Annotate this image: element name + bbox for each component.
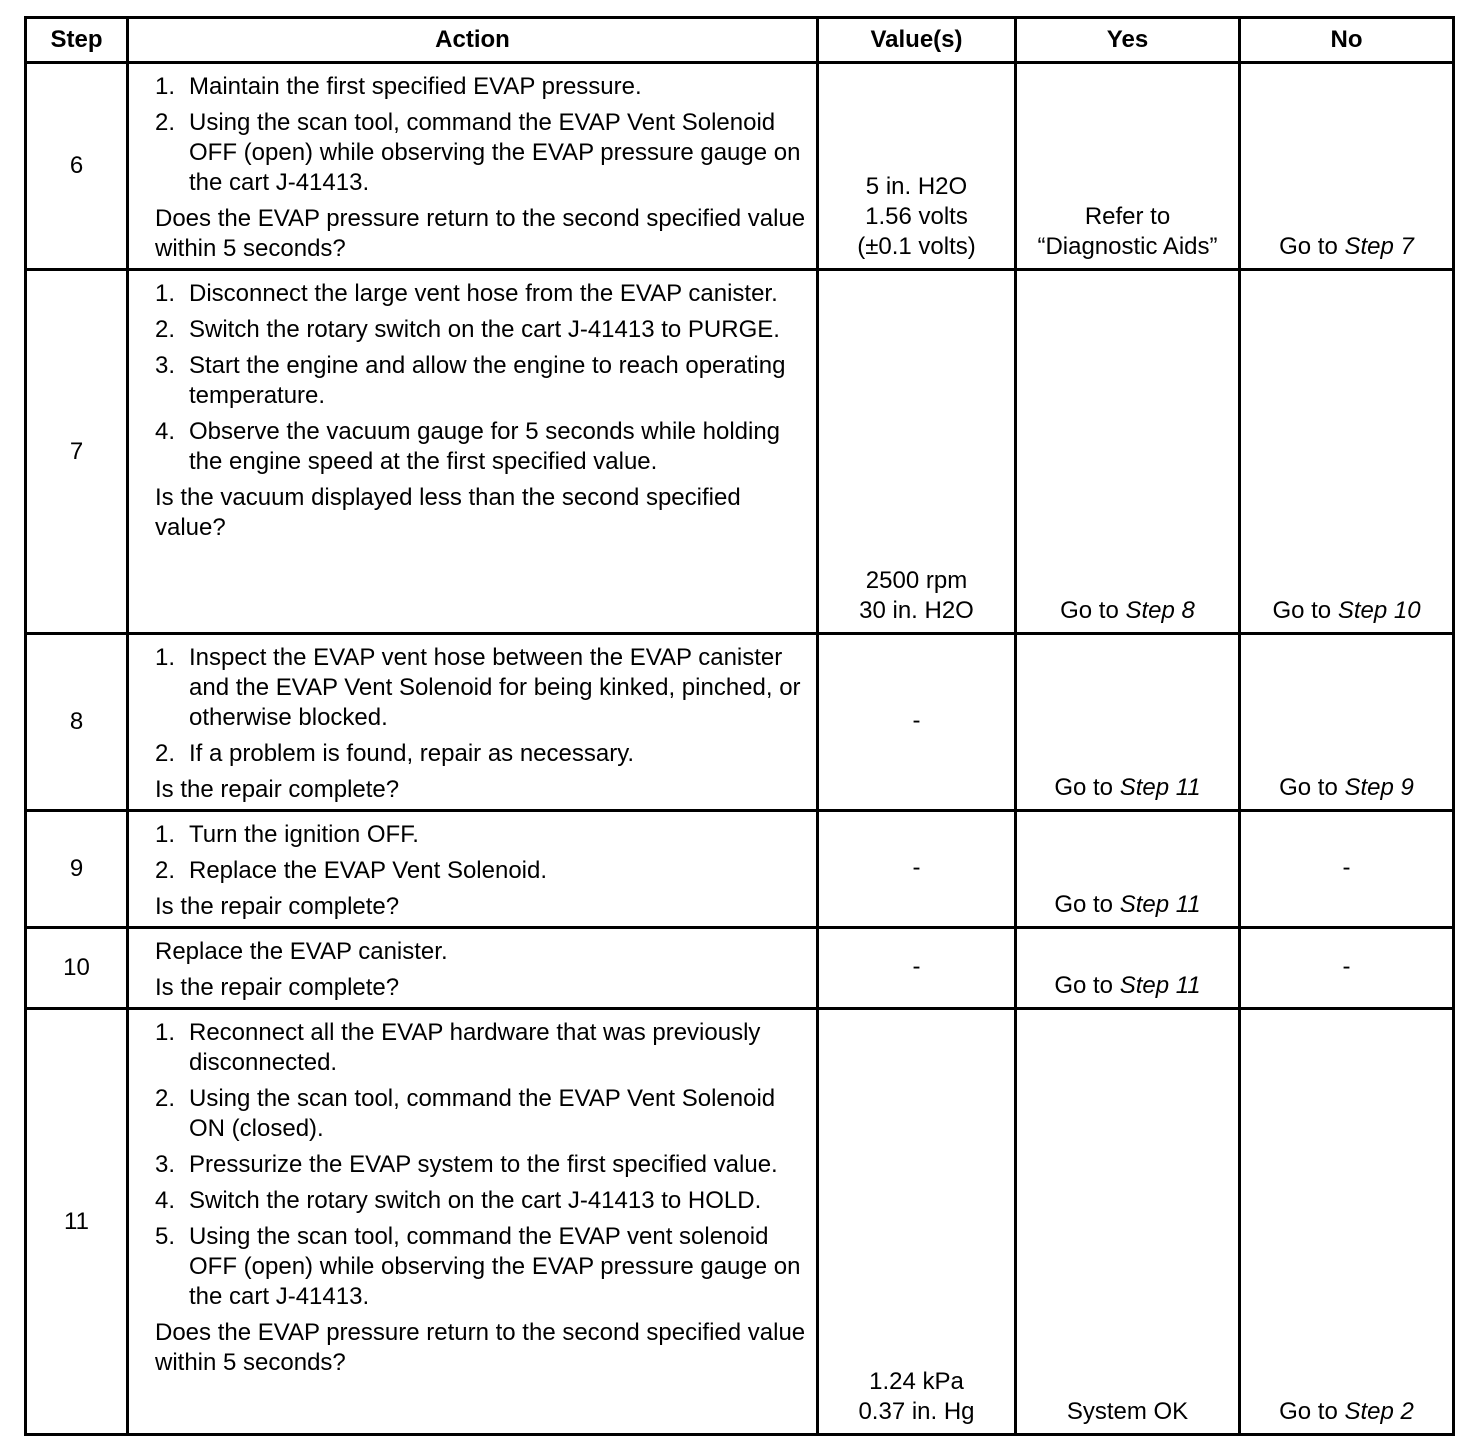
item-text: Start the engine and allow the engine to reach operating temperature. <box>189 352 786 409</box>
step-number: 8 <box>26 634 128 811</box>
no-text: Go to <box>1272 597 1338 624</box>
header-row <box>26 18 1454 63</box>
item-number: 2. <box>155 857 176 884</box>
item-number: 2. <box>155 1085 176 1112</box>
action-cell <box>128 63 818 270</box>
item-number: 5. <box>155 1223 176 1250</box>
value-line: 2500 rpm <box>865 567 968 594</box>
yes-text: System OK <box>1066 1398 1189 1425</box>
yes-step-link: Step 11 <box>1119 972 1201 999</box>
step-number: 9 <box>26 811 128 928</box>
no-step-link: Step 2 <box>1344 1398 1414 1425</box>
no-cell <box>1240 928 1454 1009</box>
step-number: 7 <box>26 270 128 634</box>
value-line: 0.37 in. Hg <box>858 1398 975 1425</box>
action-item <box>155 1084 806 1144</box>
no-text: Go to <box>1279 774 1345 801</box>
item-text: Replace the EVAP Vent Solenoid. <box>189 857 548 884</box>
action-item <box>155 72 806 102</box>
yes-text: Go to <box>1054 774 1120 801</box>
table-row <box>26 270 1454 634</box>
values-cell: - <box>818 634 1016 811</box>
table-row <box>26 634 1454 811</box>
values-cell: - <box>818 928 1016 1009</box>
yes-cell <box>1016 811 1240 928</box>
yes-text: Go to <box>1054 891 1120 918</box>
item-text: If a problem is found, repair as necessary. <box>189 740 635 767</box>
action-item <box>155 820 806 850</box>
item-text: Observe the vacuum gauge for 5 seconds while holding the engine speed at the first specified value. <box>189 418 781 475</box>
action-question: Does the EVAP pressure return to the second specified value within 5 seconds? <box>155 1319 806 1376</box>
value-line: (±0.1 volts) <box>857 233 976 260</box>
header-step: Step <box>26 18 128 63</box>
action-cell <box>128 634 818 811</box>
step-number: 10 <box>26 928 128 1009</box>
item-number: 1. <box>155 280 176 307</box>
action-item <box>155 279 806 309</box>
no-step-link: Step 9 <box>1344 774 1414 801</box>
action-item <box>155 417 806 477</box>
item-number: 1. <box>155 644 176 671</box>
yes-step-link: Step 8 <box>1125 597 1195 624</box>
no-cell <box>1240 811 1454 928</box>
action-cell <box>128 928 818 1009</box>
yes-cell <box>1016 63 1240 270</box>
step-number: 6 <box>26 63 128 270</box>
item-number: 3. <box>155 1151 176 1178</box>
value-line: 1.24 kPa <box>869 1368 964 1395</box>
values-cell <box>818 270 1016 634</box>
table-row <box>26 928 1454 1009</box>
action-question: Is the repair complete? <box>155 776 400 803</box>
action-item <box>155 1222 806 1312</box>
header-no: No <box>1240 18 1454 63</box>
item-number: 1. <box>155 73 176 100</box>
action-question: Is the repair complete? <box>155 893 400 920</box>
item-text: Using the scan tool, command the EVAP Vent Solenoid OFF (open) while observing the EVAP pressure gauge on the cart J-41413. <box>189 109 801 196</box>
action-question: Does the EVAP pressure return to the second specified value within 5 seconds? <box>155 205 806 262</box>
item-number: 1. <box>155 821 176 848</box>
item-text: Maintain the first specified EVAP pressure. <box>189 73 642 100</box>
yes-cell <box>1016 270 1240 634</box>
item-text: Pressurize the EVAP system to the first specified value. <box>189 1151 778 1178</box>
yes-text: Refer to “Diagnostic Aids” <box>1037 203 1218 260</box>
action-item <box>155 1018 806 1078</box>
header-action: Action <box>128 18 818 63</box>
action-item <box>155 351 806 411</box>
no-cell <box>1240 634 1454 811</box>
values-cell <box>818 1009 1016 1435</box>
action-item <box>155 1186 806 1216</box>
action-question: Is the vacuum displayed less than the second specified value? <box>155 484 741 541</box>
item-number: 2. <box>155 109 176 136</box>
table-row <box>26 811 1454 928</box>
action-question: Is the repair complete? <box>155 974 400 1001</box>
no-text: Go to <box>1279 233 1345 260</box>
action-item <box>155 856 806 886</box>
item-text: Inspect the EVAP vent hose between the EVAP canister and the EVAP Vent Solenoid for being kinked, pinched, or otherwise blocked. <box>189 644 801 731</box>
table-row <box>26 63 1454 270</box>
action-item <box>155 643 806 733</box>
item-text: Switch the rotary switch on the cart J-41413 to PURGE. <box>189 316 780 343</box>
value-line: 5 in. H2O <box>865 173 968 200</box>
no-cell <box>1240 270 1454 634</box>
table-row <box>26 1009 1454 1435</box>
item-text: Reconnect all the EVAP hardware that was previously disconnected. <box>189 1019 761 1076</box>
yes-cell <box>1016 928 1240 1009</box>
value-line: 1.56 volts <box>865 203 968 230</box>
no-step-link: Step 10 <box>1337 597 1421 624</box>
item-number: 1. <box>155 1019 176 1046</box>
step-number: 11 <box>26 1009 128 1435</box>
item-text: Using the scan tool, command the EVAP Vent Solenoid ON (closed). <box>189 1085 776 1142</box>
action-item <box>155 1150 806 1180</box>
item-number: 3. <box>155 352 176 379</box>
action-line: Replace the EVAP canister. <box>155 938 448 965</box>
values-cell <box>818 63 1016 270</box>
yes-text: Go to <box>1054 972 1120 999</box>
item-number: 4. <box>155 418 176 445</box>
item-number: 4. <box>155 1187 176 1214</box>
action-cell <box>128 811 818 928</box>
no-text: - <box>1342 854 1351 881</box>
yes-cell <box>1016 1009 1240 1435</box>
header-values: Value(s) <box>818 18 1016 63</box>
no-step-link: Step 7 <box>1344 233 1414 260</box>
item-text: Turn the ignition OFF. <box>189 821 419 848</box>
yes-text: Go to <box>1060 597 1126 624</box>
action-cell <box>128 1009 818 1435</box>
item-text: Switch the rotary switch on the cart J-41413 to HOLD. <box>189 1187 762 1214</box>
yes-step-link: Step 11 <box>1119 891 1201 918</box>
yes-step-link: Step 11 <box>1119 774 1201 801</box>
diagnostic-table <box>24 16 1455 1436</box>
action-item <box>155 108 806 198</box>
no-cell <box>1240 1009 1454 1435</box>
item-text: Using the scan tool, command the EVAP vent solenoid OFF (open) while observing the EVAP pressure gauge on the cart J-41413. <box>189 1223 801 1310</box>
values-cell: - <box>818 811 1016 928</box>
action-item <box>155 739 806 769</box>
item-number: 2. <box>155 316 176 343</box>
action-item <box>155 315 806 345</box>
no-text: - <box>1342 953 1351 980</box>
item-number: 2. <box>155 740 176 767</box>
value-line: 30 in. H2O <box>859 597 974 624</box>
header-yes: Yes <box>1016 18 1240 63</box>
item-text: Disconnect the large vent hose from the EVAP canister. <box>189 280 778 307</box>
action-cell <box>128 270 818 634</box>
no-cell <box>1240 63 1454 270</box>
no-text: Go to <box>1279 1398 1345 1425</box>
yes-cell <box>1016 634 1240 811</box>
